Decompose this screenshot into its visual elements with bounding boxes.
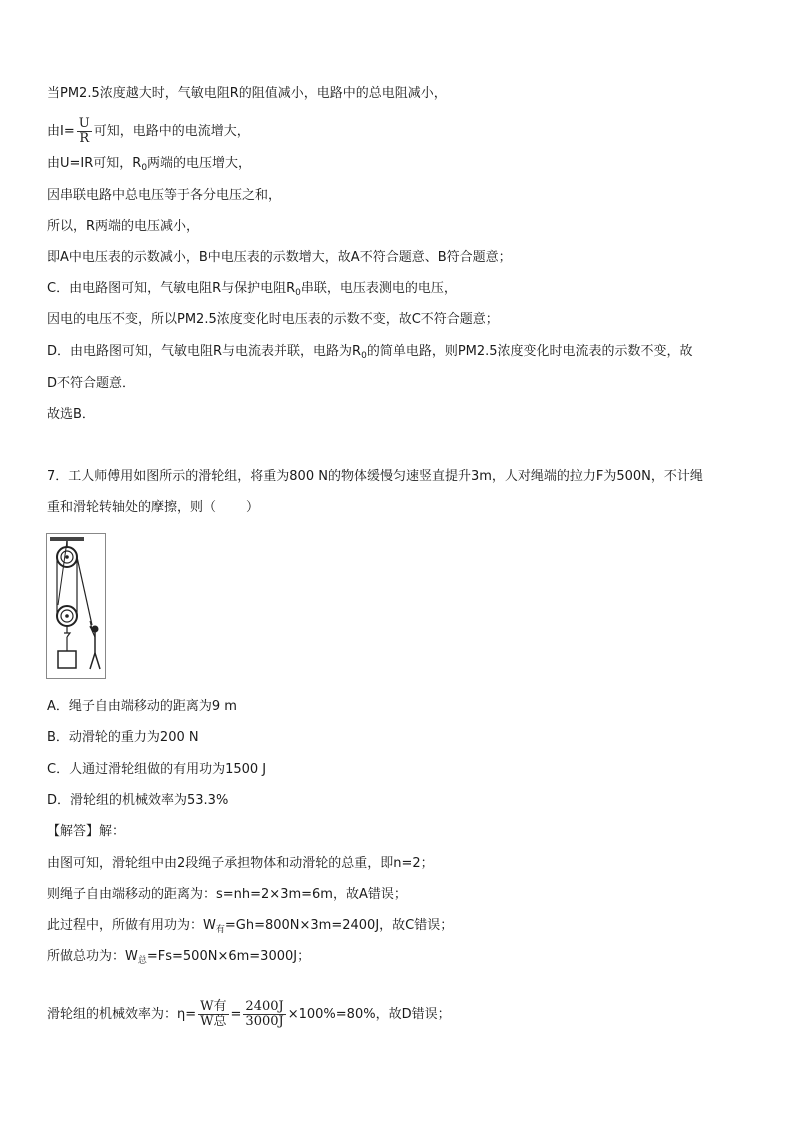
- solution-line: [47, 917, 453, 939]
- text-line: [47, 343, 693, 365]
- fraction-denominator: W总: [200, 1014, 227, 1029]
- text-segment: D．由电路图可知，气敏电阻R与电流表并联，电路为R: [47, 344, 362, 359]
- text-line: 因电的电压不变，所以PM2.5浓度变化时电压表的示数不变，故C不符合题意；: [47, 312, 499, 327]
- solution-line: [47, 948, 310, 970]
- text-line: 所以，R两端的电压减小，: [47, 219, 200, 234]
- text-line: 故选B．: [47, 407, 95, 422]
- text-segment: 串联，电压表测电的电压，: [300, 281, 457, 296]
- option-c: C．人通过滑轮组做的有用功为1500 J: [47, 762, 267, 777]
- text-segment: ）: [246, 500, 260, 515]
- text-line: 即A中电压表的示数减小，B中电压表的示数增大，故A不符合题意、B符合题意；: [47, 250, 512, 265]
- text-segment: 的简单电路，则PM2.5浓度变化时电流表的示数不变，故: [366, 344, 693, 359]
- text-line: 当PM2.5浓度越大时，气敏电阻R的阻值减小，电路中的总电阻减小，: [47, 86, 447, 101]
- fraction: [198, 1000, 228, 1029]
- text-segment: ×100%=80%，故D错误；: [287, 1007, 451, 1022]
- text-segment: 所做总功为：W: [47, 949, 138, 964]
- solution-line: 则绳子自由端移动的距离为：s=nh=2×3m=6m，故A错误；: [47, 887, 407, 902]
- text-segment: 两端的电压增大，: [147, 156, 252, 171]
- option-d: D．滑轮组的机械效率为53.3%: [47, 793, 229, 808]
- text-line: [47, 155, 251, 177]
- solution-line-efficiency: [47, 1000, 451, 1029]
- subscript: 0: [141, 163, 148, 173]
- text-line-formula: [47, 117, 250, 146]
- solution-heading: 【解答】解：: [47, 824, 126, 839]
- text-segment: 此过程中，所做有用功为：W: [47, 918, 216, 933]
- text-line: 因串联电路中总电压等于各分电压之和，: [47, 188, 282, 203]
- fraction: [243, 1000, 285, 1029]
- fraction: [77, 117, 92, 146]
- subscript: 0: [295, 288, 301, 298]
- text-segment: 滑轮组的机械效率为：η=: [47, 1007, 197, 1022]
- subscript: 总: [137, 956, 147, 966]
- equals-sign: =: [230, 1007, 242, 1022]
- subscript: 有: [215, 925, 225, 935]
- fraction-denominator: 3000J: [245, 1014, 284, 1029]
- text-line: D不符合题意．: [47, 376, 136, 391]
- text-segment: 由I=: [47, 124, 75, 139]
- fraction-numerator: W有: [200, 999, 227, 1014]
- text-segment: C．由电路图可知，气敏电阻R与保护电阻R: [47, 281, 296, 296]
- text-line: [47, 280, 457, 302]
- text-segment: 由U=IR可知，R: [47, 156, 142, 171]
- question-7-stem: 7．工人师傅用如图所示的滑轮组，将重为800 N的物体缓慢匀速竖直提升3m，人对绳端的拉力F为500N，不计绳: [47, 469, 703, 484]
- subscript: 0: [361, 351, 367, 361]
- option-a: A．绳子自由端移动的距离为9 m: [47, 699, 237, 714]
- pulley-system-figure: [46, 533, 106, 679]
- text-segment: =Fs=500N×6m=3000J；: [146, 949, 311, 964]
- text-segment: 可知，电路中的电流增大，: [93, 124, 250, 139]
- question-7-stem-continued: [47, 499, 259, 517]
- fraction-numerator: U: [78, 116, 90, 131]
- solution-line: 由图可知，滑轮组中由2段绳子承担物体和动滑轮的总重，即n=2；: [47, 856, 434, 871]
- fraction-denominator: R: [79, 131, 90, 146]
- option-b: B．动滑轮的重力为200 N: [47, 730, 199, 745]
- fraction-numerator: 2400J: [245, 999, 284, 1014]
- text-segment: =Gh=800N×3m=2400J，故C错误；: [224, 918, 454, 933]
- text-segment: 重和滑轮转轴处的摩擦，则（: [47, 500, 217, 515]
